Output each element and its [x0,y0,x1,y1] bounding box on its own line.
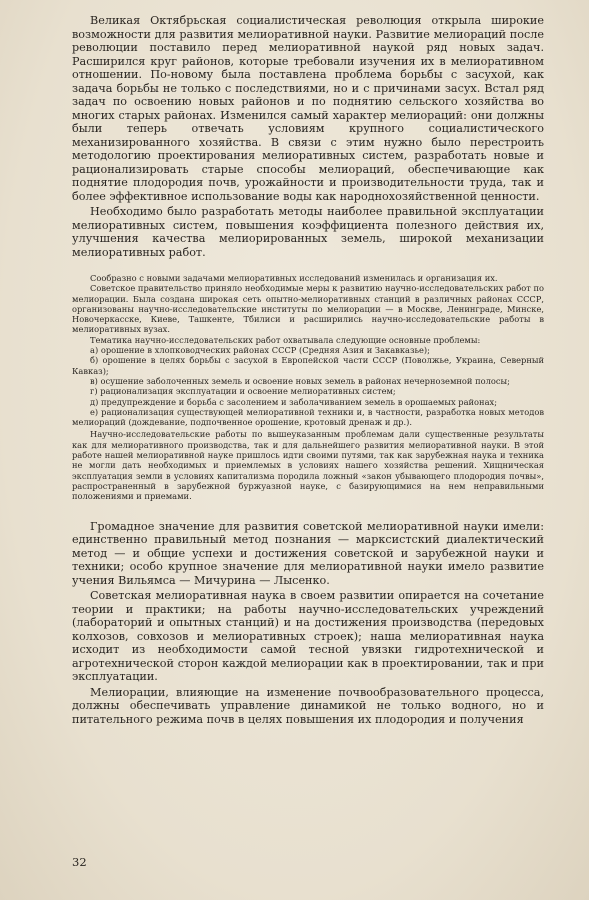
paragraph: Великая Октябрьская социалистическая революция открыла широкие возможности для развития мелиоративной науки. Развитие мелиораций после революции поставило перед мелиоративной наукой ряд новых задач. Расширился круг районов, которые требовали изучения их в мелиоративном отношении. По-новому была поставлена проблема борьбы с засухой, как задача борьбы не только с последствиями, но и с причинами засух. Встал ряд задач по освоению новых районов и по поднятию сельского хозяйства во многих старых районах. Изменился самый характер мелиораций: они должны были теперь отвечать условиям крупного социалистического механизированного хозяйства. В связи с этим нужно было перестроить методологию проектирования мелиоративных систем, разработать новые и рационализировать старые способы мелиораций, обеспечивающие как поднятие плодородия почв, урожайности и производительности труда, так и более эффективное использование воды как народнохозяйственной ценности. [72,14,544,203]
small-paragraph: Тематика научно-исследовательских работ охватывала следующие основные проблемы: [90,334,481,345]
list-item: в) осушение заболоченных земель и освоение новых земель в районах нечерноземной полосы; [90,375,510,386]
paragraph: Советская мелиоративная наука в своем развитии опирается на сочетание теории и практики; на работы научно-исследовательских учреждений (лабораторий и опытных станций) и на достижения производства (передовых колхозов, совхозов и мелиоративных строек); наша мелиоративная наука исходит из необходимости самой тесной увязки гидротехнической и агротехнической сторон каждой мелиорации как в проектировании, так и при эксплуатации. [72,589,544,684]
paragraph: Мелиорации, влияющие на изменение почвообразовательного процесса, должны обеспечивать управление динамикой не только водного, но и питательного режима почв в целях повышения их плодородия и получения [72,685,544,726]
small-paragraph: Научно-исследовательские работы по вышеуказанным проблемам дали существенные результаты как для мелиоративного производства, так и для дальнейшего развития мелиоративной науки. В этой работе нашей мелиоративной науке пришлось идти своими путями, так как зарубежная наука и техника не могли дать необходимых и приемлемых в условиях нашего хозяйства решений. Хищническая эксплуатация земли в условиях капитализма породила ложный «закон убывающего плодородия почвы», распространенный в зарубежной буржуазной науке, с базирующимися на нем неправильными положениями и приемами. [72,429,544,502]
list-item: а) орошение в хлопководческих районах СССР (Средняя Азия и Закавказье); [90,345,430,356]
small-paragraph: Сообразно с новыми задачами мелиоративных исследований изменилась и организация их. [90,273,498,283]
paragraph: Громадное значение для развития советской мелиоративной науки имели: единственно правильный метод познания — марксистский диалектический метод — и общие успехи и достижения советской и зарубежной науки и техники; особо крупное значение для мелиоративной науки имело развитие учения Вильямса — Мичурина — Лысенко. [72,519,544,587]
text-column [72,14,544,726]
list-item: б) орошение в целях борьбы с засухой в Европейской части СССР (Поволжье, Украина, Северный Кавказ); [72,355,544,376]
paragraph: Необходимо было разработать методы наиболее правильной эксплуатации мелиоративных систем, повышения коэффициента полезного действия их, улучшения качества мелиорированных земель, широкой механизации мелиоративных работ. [72,205,544,259]
list-item: е) рационализация существующей мелиоративной техники и, в частности, разработка новых методов мелиораций (дождевание, подпочвенное орошение, кротовый дренаж и др.). [72,406,544,428]
main-text-block-bottom [72,520,544,727]
page-number: 32 [72,855,87,869]
small-paragraph: Советское правительство приняло необходимые меры к развитию научно-исследовательских работ по мелиорации. Была создана широкая сеть опытно-мелиоративных станций в различных районах СССР, организованы научно-исследовательские институты по мелиорации — в Москве, Ленинграде, Минске, Новочеркасске, Киеве, Ташкенте, Тбилиси и расширились научно-исследовательские работы в мелиоративных вузах. [72,283,544,335]
list-item: г) рационализация эксплуатации и освоение мелиоративных систем; [90,386,396,397]
small-print-block [72,273,544,502]
list-item: д) предупреждение и борьба с засолением и заболачиванием земель в орошаемых районах; [90,396,497,407]
main-text-block-top [72,14,544,259]
